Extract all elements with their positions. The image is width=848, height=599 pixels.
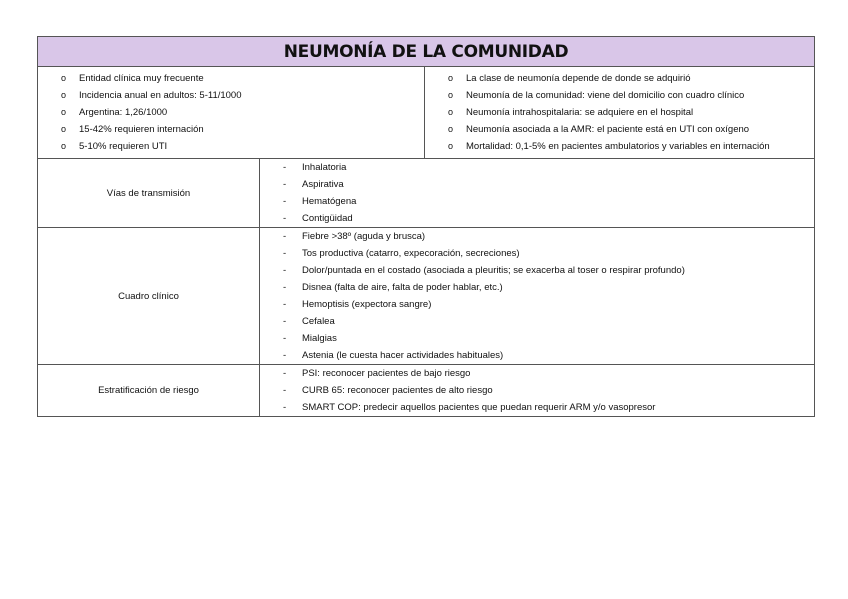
page-title: NEUMONÍA DE LA COMUNIDAD bbox=[38, 37, 814, 67]
risk-list bbox=[260, 365, 814, 416]
list-item: - SMART COP: predecir aquellos pacientes que puedan requerir ARM y/o vasopresor bbox=[260, 399, 814, 416]
row-label-risk: Estratificación de riesgo bbox=[38, 365, 260, 416]
intro-right-list bbox=[425, 70, 814, 155]
list-item: o Argentina: 1,26/1000 bbox=[38, 104, 424, 121]
row-body-risk bbox=[260, 365, 814, 416]
list-item: - Mialgias bbox=[260, 330, 814, 347]
transmission-list bbox=[260, 159, 814, 227]
list-item: - CURB 65: reconocer pacientes de alto riesgo bbox=[260, 382, 814, 399]
list-item: o Entidad clínica muy frecuente bbox=[38, 70, 424, 87]
row-transmission bbox=[38, 159, 814, 228]
clinical-list bbox=[260, 228, 814, 364]
intro-right-column bbox=[425, 67, 814, 158]
intro-section bbox=[38, 67, 814, 159]
intro-left-column bbox=[38, 67, 425, 158]
row-body-transmission bbox=[260, 159, 814, 227]
intro-left-list bbox=[38, 70, 424, 155]
list-item: o Incidencia anual en adultos: 5-11/1000 bbox=[38, 87, 424, 104]
list-item: - Cefalea bbox=[260, 313, 814, 330]
list-item: - Tos productiva (catarro, expecoración, secreciones) bbox=[260, 245, 814, 262]
list-item: - Hemoptisis (expectora sangre) bbox=[260, 296, 814, 313]
list-item: o Mortalidad: 0,1-5% en pacientes ambulatorios y variables en internación bbox=[425, 138, 814, 155]
list-item: o Neumonía de la comunidad: viene del domicilio con cuadro clínico bbox=[425, 87, 814, 104]
list-item: - Dolor/puntada en el costado (asociada a pleuritis; se exacerba al toser o respirar profundo) bbox=[260, 262, 814, 279]
list-item: - Contigüidad bbox=[260, 210, 814, 227]
list-item: o Neumonía intrahospitalaria: se adquiere en el hospital bbox=[425, 104, 814, 121]
row-label-clinical: Cuadro clínico bbox=[38, 228, 260, 364]
list-item: - PSI: reconocer pacientes de bajo riesgo bbox=[260, 365, 814, 382]
list-item: - Hematógena bbox=[260, 193, 814, 210]
row-body-clinical bbox=[260, 228, 814, 364]
list-item: o 5-10% requieren UTI bbox=[38, 138, 424, 155]
list-item: - Astenia (le cuesta hacer actividades habituales) bbox=[260, 347, 814, 364]
list-item: - Fiebre >38º (aguda y brusca) bbox=[260, 228, 814, 245]
list-item: o Neumonía asociada a la AMR: el paciente está en UTI con oxígeno bbox=[425, 121, 814, 138]
list-item: - Disnea (falta de aire, falta de poder hablar, etc.) bbox=[260, 279, 814, 296]
document-table bbox=[37, 36, 815, 417]
list-item: - Aspirativa bbox=[260, 176, 814, 193]
list-item: o 15-42% requieren internación bbox=[38, 121, 424, 138]
row-risk bbox=[38, 365, 814, 416]
list-item: - Inhalatoria bbox=[260, 159, 814, 176]
row-label-transmission: Vías de transmisión bbox=[38, 159, 260, 227]
list-item: o La clase de neumonía depende de donde se adquirió bbox=[425, 70, 814, 87]
row-clinical bbox=[38, 228, 814, 365]
